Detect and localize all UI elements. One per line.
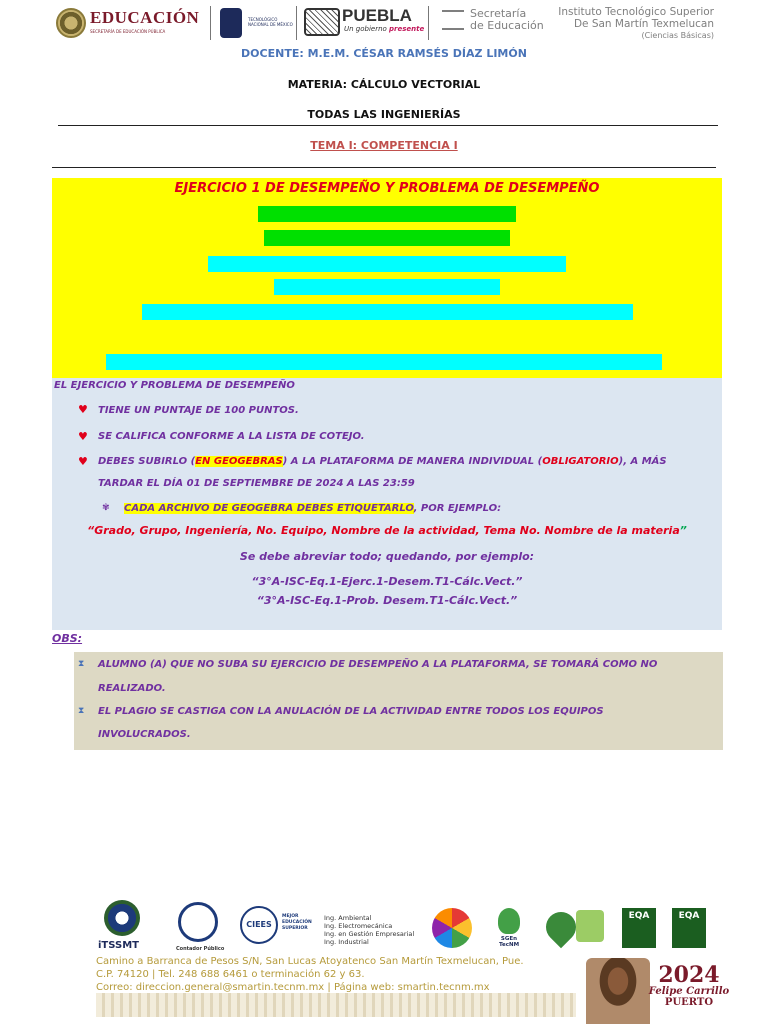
honoree-surname: PUERTO	[664, 997, 714, 1008]
observation-no-upload-cont: REALIZADO.	[98, 683, 166, 694]
redacted-bar	[208, 256, 566, 272]
educacion-subtitle: SECRETARÍA DE EDUCACIÓN PÚBLICA	[90, 29, 166, 34]
letterhead	[0, 0, 768, 48]
felipe-carrillo-portrait-icon	[586, 958, 650, 1024]
aceca-seal-icon	[178, 902, 218, 942]
institute-name: Instituto Tecnológico Superior De San Martín Texmelucan (Ciencias Básicas)	[558, 6, 714, 40]
aceca-caption: Contador Público	[176, 946, 225, 952]
mexico-seal-icon	[56, 8, 86, 38]
eqa-iso9001-logo: EQA	[622, 908, 656, 948]
example-exercise-filename: “3°A-ISC-Eq.1-Ejerc.1-Desem.T1-Cálc.Vect.”	[251, 575, 523, 588]
redacted-bar	[106, 354, 662, 370]
observations-label: OBS:	[52, 632, 83, 645]
plastic-free-logo	[546, 906, 604, 950]
logo-divider	[428, 6, 429, 40]
tecnm-text: TECNOLÓGICO NACIONAL DE MÉXICO	[248, 17, 293, 27]
redacted-bar	[258, 206, 516, 222]
honoree-name: Felipe Carrillo	[648, 986, 730, 997]
ciees-badge-icon: CIEES	[240, 906, 278, 944]
institution-address: Camino a Barranca de Pesos S/N, San Lucas Atoyatenco San Martín Texmelucan, Pue. C.P. 74120 | Tel. 248 688 6461 o terminación 62 y 63. Correo: direccion.general@smartin.tecnm.mx | Página web: smartin.tecnm.mx	[96, 956, 524, 993]
instructions-intro: EL EJERCICIO Y PROBLEMA DE DESEMPEÑO	[54, 380, 295, 391]
filename-format: “Grado, Grupo, Ingeniería, No. Equipo, Nombre de la actividad, Tema No. Nombre de la materia”	[87, 524, 687, 537]
heart-bullet-icon: ♥	[78, 430, 88, 443]
logo-divider	[210, 6, 211, 40]
label-instruction: CADA ARCHIVO DE GEOGEBRA DEBES ETIQUETARLO, POR EJEMPLO:	[124, 503, 502, 514]
tecnm-gear-icon	[220, 8, 242, 38]
puebla-tagline: Un gobierno presente	[344, 25, 425, 33]
educacion-wordmark: EDUCACIÓN	[90, 8, 200, 27]
plastic-free-badge-icon	[576, 910, 604, 942]
accredited-programs: Ing. Ambiental Ing. Electromecánica Ing. en Gestión Empresarial Ing. Industrial	[324, 914, 415, 946]
equity-model-logo-icon	[432, 908, 472, 948]
bullet-upload: DEBES SUBIRLO (EN GEOGEBRAS) A LA PLATAFORMA DE MANERA INDIVIDUAL (OBLIGATORIO), A MÁS	[98, 456, 667, 467]
year-commemorative-logo	[648, 964, 730, 1008]
example-problem-filename: “3°A-ISC-Eq.1-Prob. Desem.T1-Cálc.Vect.”	[256, 594, 518, 607]
itssmt-logo	[98, 898, 146, 951]
heart-bullet-icon: ♥	[78, 403, 88, 416]
subject-title: MATERIA: CÁLCULO VECTORIAL	[287, 78, 481, 91]
ciees-subtitle: MEJOR EDUCACIÓN SUPERIOR	[282, 914, 312, 931]
topic-title: TEMA I: COMPETENCIA I	[310, 139, 458, 152]
sgen-caption: SGEn TecNM	[498, 936, 520, 948]
teacher-name: DOCENTE: M.E.M. CÉSAR RAMSÉS DÍAZ LIMÓN	[241, 47, 527, 60]
instructions-box	[52, 378, 722, 630]
puebla-wordmark: PUEBLA	[342, 6, 412, 25]
observation-plagiarism-cont: INVOLUCRADOS.	[98, 729, 191, 740]
hourglass-bullet-icon: ⧗	[78, 659, 85, 669]
exercise-box	[52, 178, 722, 378]
divider-line	[58, 125, 718, 126]
sgen-tecnm-logo	[492, 908, 526, 952]
hourglass-bullet-icon: ⧗	[78, 706, 85, 716]
secretaria-emblem-icon	[442, 10, 464, 30]
ciees-logo	[240, 906, 320, 946]
redacted-bar	[274, 279, 500, 295]
bullet-upload-deadline: TARDAR EL DÍA 01 DE SEPTIEMBRE DE 2024 A LAS 23:59	[98, 478, 415, 489]
divider-line	[52, 167, 716, 168]
lightbulb-leaf-icon	[498, 908, 520, 934]
logo-divider	[296, 6, 297, 40]
engineering-programs: TODAS LAS INGENIERÍAS	[307, 108, 461, 121]
year-number: 2024	[658, 962, 720, 988]
accreditation-logos	[96, 898, 716, 954]
aceca-logo	[176, 902, 225, 952]
heart-bullet-icon: ♥	[78, 455, 88, 468]
redacted-bar	[264, 230, 510, 246]
flower-bullet-icon: ✾	[102, 503, 110, 513]
abbreviation-note: Se debe abreviar todo; quedando, por ejemplo:	[239, 550, 535, 563]
itssmt-wordmark: iTSSMT	[98, 940, 139, 951]
secretaria-text: Secretaría de Educación	[470, 7, 544, 32]
puebla-emblem-icon	[304, 8, 340, 36]
observation-plagiarism: EL PLAGIO SE CASTIGA CON LA ANULACIÓN DE LA ACTIVIDAD ENTRE TODOS LOS EQUIPOS	[98, 706, 604, 717]
exercise-title: EJERCICIO 1 DE DESEMPEÑO Y PROBLEMA DE DESEMPEÑO	[174, 181, 600, 196]
observation-no-upload: ALUMNO (A) QUE NO SUBA SU EJERCICIO DE DESEMPEÑO A LA PLATAFORMA, SE TOMARÁ COMO NO	[98, 659, 658, 670]
eqa-iso14001-logo: EQA	[672, 908, 706, 948]
decorative-pattern-band	[96, 993, 576, 1017]
bullet-checklist: SE CALIFICA CONFORME A LA LISTA DE COTEJO.	[98, 431, 365, 442]
redacted-bar	[142, 304, 633, 320]
itssmt-gear-icon	[104, 900, 140, 936]
bullet-score: TIENE UN PUNTAJE DE 100 PUNTOS.	[98, 405, 299, 416]
